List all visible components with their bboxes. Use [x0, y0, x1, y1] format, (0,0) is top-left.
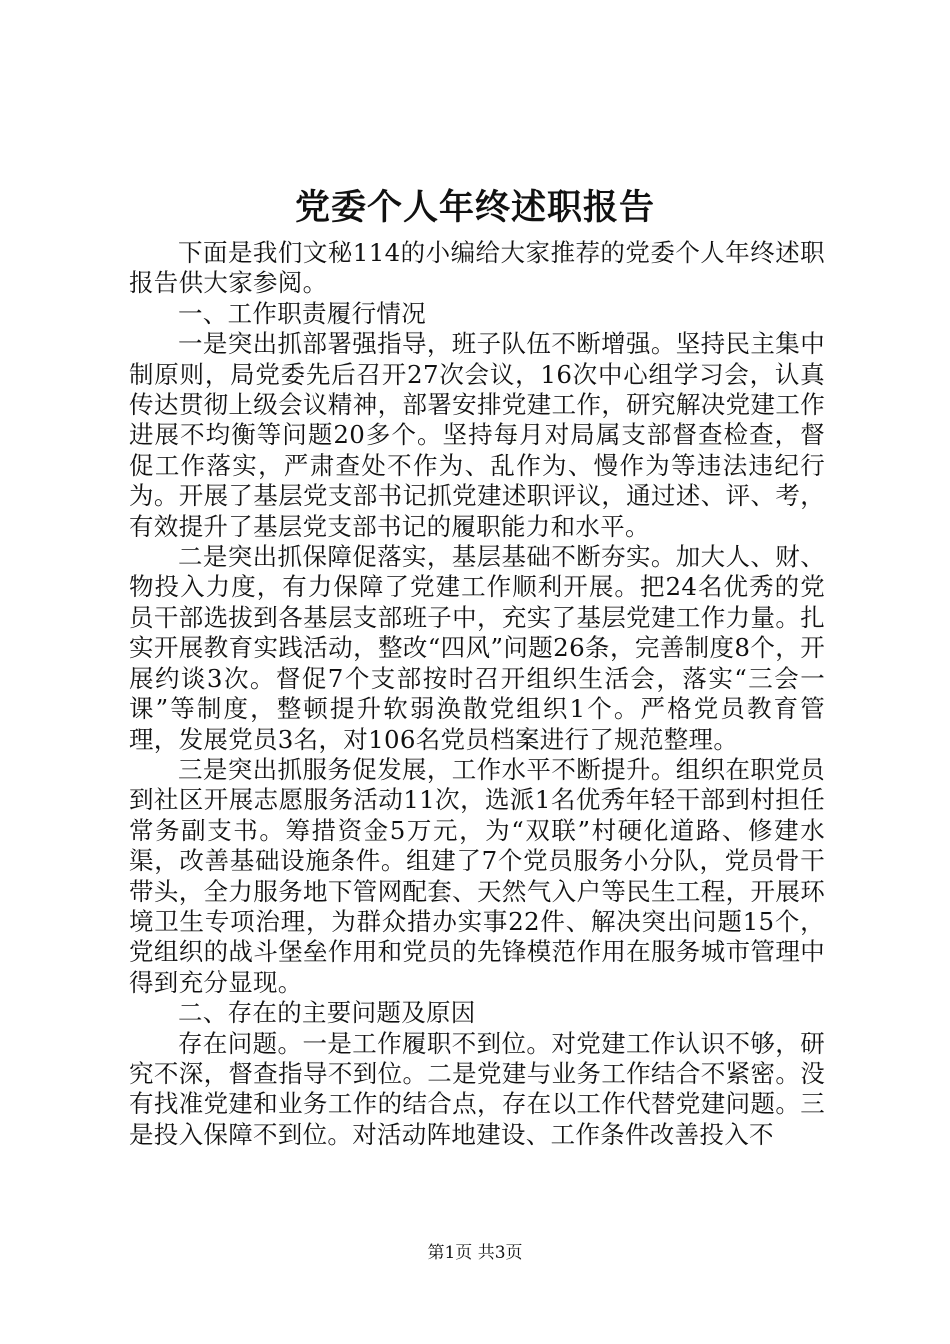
- paragraph-guarantee: 二是突出抓保障促落实，基层基础不断夯实。加大人、财、物投入力度，有力保障了党建工作顺利开展。把24名优秀的党员干部选拔到各基层支部班子中，充实了基层党建工作力量。扎实开展教育实践活动，整改“四风”问题26条，完善制度8个，开展约谈3次。督促7个支部按时召开组织生活会，落实“三会一课”等制度，整顿提升软弱涣散党组织1个。严格党员教育管理，发展党员3名，对106名党员档案进行了规范整理。: [129, 542, 825, 754]
- page-footer: 第1页 共3页: [427, 1243, 523, 1263]
- document-body: [129, 238, 825, 1150]
- intro-paragraph: 下面是我们文秘114的小编给大家推荐的党委个人年终述职报告供大家参阅。: [129, 238, 825, 298]
- paragraph-problems: 存在问题。一是工作履职不到位。对党建工作认识不够，研究不深，督查指导不到位。二是党建与业务工作结合不紧密。没有找准党建和业务工作的结合点，存在以工作代替党建问题。三是投入保障不到位。对活动阵地建设、工作条件改善投入不: [129, 1028, 825, 1149]
- page-title: 党委个人年终述职报告: [294, 187, 655, 228]
- section-heading-problems: 二、存在的主要问题及原因: [178, 998, 476, 1028]
- paragraph-service: 三是突出抓服务促发展，工作水平不断提升。组织在职党员到社区开展志愿服务活动11次，选派1名优秀年轻干部到村担任常务副支书。筹措资金5万元，为“双联”村硬化道路、修建水渠，改善基础设施条件。组建了7个党员服务小分队，党员骨干带头，全力服务地下管网配套、天然气入户等民生工程，开展环境卫生专项治理，为群众措办实事22件、解决突出问题15个，党组织的战斗堡垒作用和党员的先锋模范作用在服务城市管理中得到充分显现。: [129, 754, 825, 997]
- section-heading-duties: 一、工作职责履行情况: [178, 298, 426, 328]
- paragraph-deployment: 一是突出抓部署强指导，班子队伍不断增强。坚持民主集中制原则，局党委先后召开27次会议，16次中心组学习会，认真传达贯彻上级会议精神，部署安排党建工作，研究解决党建工作进展不均衡等问题20多个。坚持每月对局属支部督查检查，督促工作落实，严肃查处不作为、乱作为、慢作为等违法违纪行为。开展了基层党支部书记抓党建述职评议，通过述、评、考，有效提升了基层党支部书记的履职能力和水平。: [129, 329, 825, 541]
